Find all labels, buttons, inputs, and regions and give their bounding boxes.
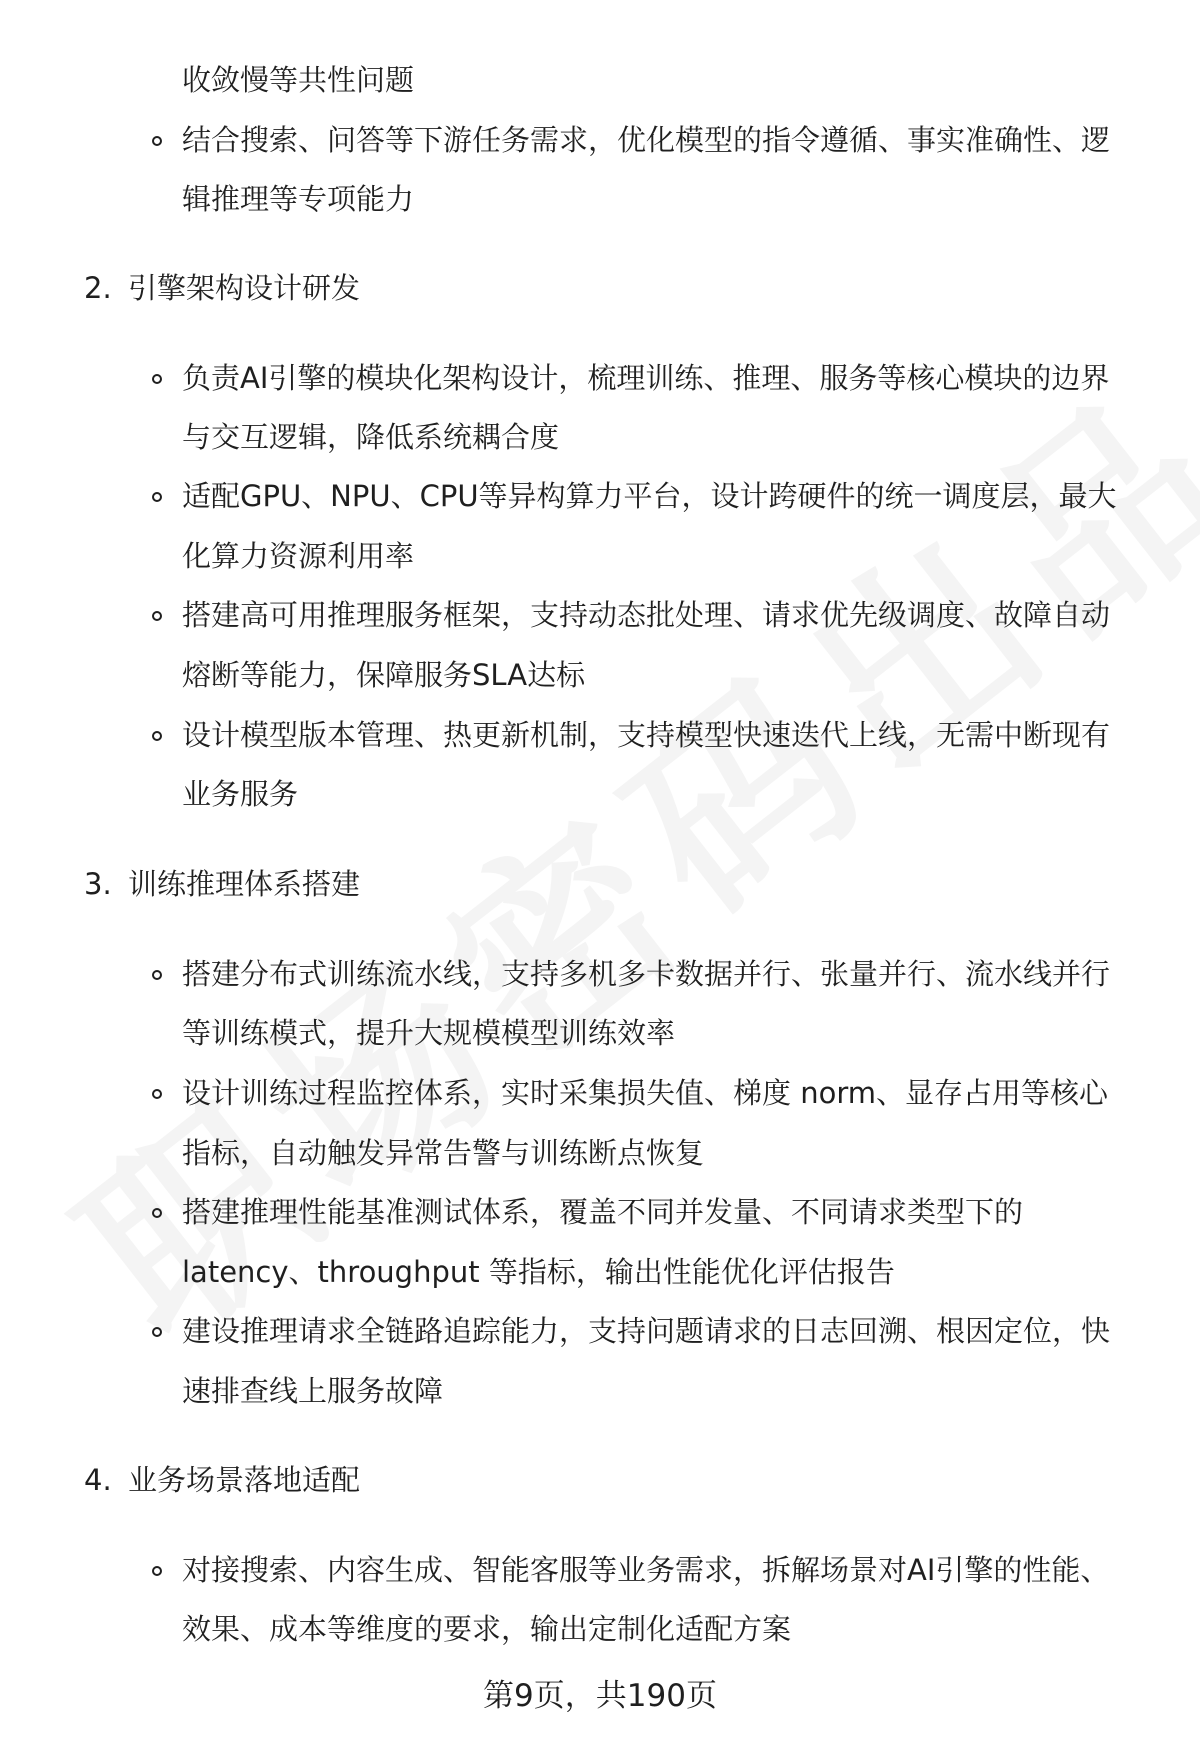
bullet-circle-icon [152, 1566, 162, 1576]
bullet-circle-icon [152, 136, 162, 146]
bullet-circle-icon [152, 1208, 162, 1218]
list-item: 负责AI引擎的模块化架构设计，梳理训练、推理、服务等核心模块的边界 [182, 361, 1110, 395]
bullet-circle-icon [152, 1089, 162, 1099]
section-number: 2. [84, 271, 112, 305]
bullet-circle-icon [152, 374, 162, 384]
section-title: 业务场景落地适配 [128, 1463, 361, 1497]
list-item-cont: 效果、成本等维度的要求，输出定制化适配方案 [182, 1612, 792, 1646]
list-item: 结合搜索、问答等下游任务需求，优化模型的指令遵循、事实准确性、逻 [182, 123, 1111, 157]
section-number: 3. [84, 867, 112, 901]
list-item-cont: 指标，自动触发异常告警与训练断点恢复 [182, 1136, 705, 1170]
section-title: 引擎架构设计研发 [128, 271, 361, 305]
list-item: 搭建分布式训练流水线，支持多机多卡数据并行、张量并行、流水线并行 [182, 957, 1111, 991]
section-heading [84, 1460, 360, 1500]
section-title: 训练推理体系搭建 [128, 867, 361, 901]
list-item-cont: 与交互逻辑，降低系统耦合度 [182, 420, 560, 454]
list-item-cont: 业务服务 [182, 777, 299, 811]
list-item: 设计训练过程监控体系，实时采集损失值、梯度 norm、显存占用等核心 [182, 1076, 1109, 1110]
list-item-cont: 等训练模式，提升大规模模型训练效率 [182, 1016, 676, 1050]
bullet-circle-icon [152, 492, 162, 502]
bullet-circle-icon [152, 1327, 162, 1337]
page-footer: 第9页，共190页 [483, 1678, 717, 1714]
list-item: 建设推理请求全链路追踪能力，支持问题请求的日志回溯、根因定位，快 [182, 1314, 1111, 1348]
list-item-cont: latency、throughput 等指标，输出性能优化评估报告 [182, 1255, 895, 1289]
bullet-circle-icon [152, 611, 162, 621]
list-item: 适配GPU、NPU、CPU等异构算力平台，设计跨硬件的统一调度层，最大 [182, 479, 1117, 513]
bullet-circle-icon [152, 731, 162, 741]
list-item: 对接搜索、内容生成、智能客服等业务需求，拆解场景对AI引擎的性能、 [182, 1553, 1110, 1587]
list-item-cont: 熔断等能力，保障服务SLA达标 [182, 658, 586, 692]
list-item-cont: 化算力资源利用率 [182, 539, 415, 573]
list-item: 设计模型版本管理、热更新机制，支持模型快速迭代上线，无需中断现有 [182, 718, 1111, 752]
list-item-cont: 速排查线上服务故障 [182, 1374, 444, 1408]
list-item-cont: 辑推理等专项能力 [182, 182, 415, 216]
section-heading [84, 268, 360, 308]
section-number: 4. [84, 1463, 112, 1497]
list-item: 搭建高可用推理服务框架，支持动态批处理、请求优先级调度、故障自动 [182, 598, 1111, 632]
continuation-line: 收敛慢等共性问题 [182, 63, 415, 97]
section-heading [84, 864, 360, 904]
bullet-circle-icon [152, 970, 162, 980]
list-item: 搭建推理性能基准测试体系，覆盖不同并发量、不同请求类型下的 [182, 1195, 1024, 1229]
